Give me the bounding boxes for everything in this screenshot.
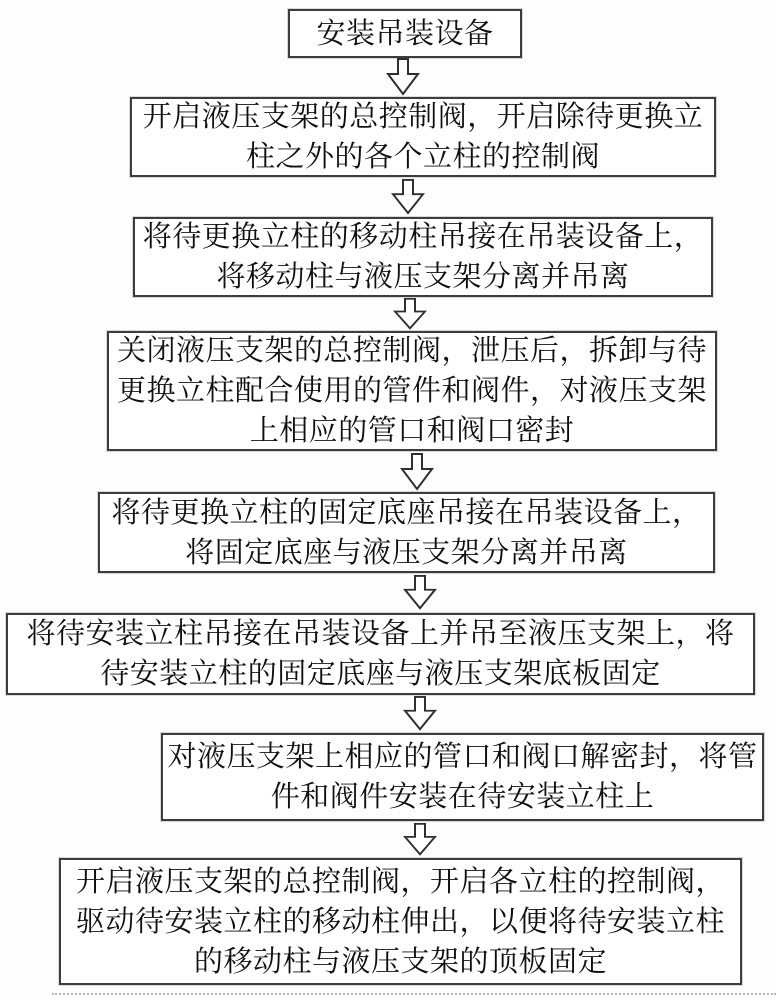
flow-step-8-text-line-1: 开启液压支架的总控制阀，开启各立柱的控制阀， bbox=[75, 865, 725, 898]
flow-step-2-box bbox=[130, 97, 716, 177]
flow-step-7-box bbox=[161, 733, 764, 821]
flow-step-2-text-line-2: 柱之外的各个立柱的控制阀 bbox=[245, 141, 600, 173]
flow-step-7-text-line-1: 对液压支架上相应的管口和阀口解密封，将管 bbox=[167, 741, 758, 773]
flow-step-6-box bbox=[6, 613, 755, 695]
flow-step-6-text-line-2: 待安装立柱的固定底座与液压支架底板固定 bbox=[100, 658, 661, 690]
down-arrow-icon bbox=[386, 58, 420, 96]
flow-step-1-box bbox=[288, 9, 522, 58]
flow-step-6-text-line-1: 将待安装立柱吊接在吊装设备上并吊至液压支架上，将 bbox=[26, 618, 735, 650]
flow-step-4-box bbox=[107, 331, 717, 451]
flow-step-4-text-line-1: 关闭液压支架的总控制阀，泄压后，拆卸与待 bbox=[116, 335, 707, 367]
flow-step-3-text-line-2: 将移动柱与液压支架分离并吊离 bbox=[216, 261, 630, 293]
flow-step-3-box bbox=[133, 217, 713, 297]
flow-step-8-text-line-2: 驱动待安装立柱的移动柱伸出，以便将待安装立柱 bbox=[75, 905, 725, 938]
down-arrow-icon bbox=[403, 575, 437, 610]
down-arrow-icon bbox=[400, 453, 434, 491]
flow-step-7-text-line-2: 件和阀件安装在待安装立柱上 bbox=[270, 781, 655, 813]
flow-step-5-text-line-1: 将待更换立柱的固定底座吊接在吊装设备上， bbox=[111, 496, 702, 529]
flow-step-8-box bbox=[59, 858, 742, 985]
flow-step-1-text: 安装吊装设备 bbox=[316, 17, 494, 50]
down-arrow-icon bbox=[393, 298, 427, 330]
flow-step-3-text-line-1: 将待更换立柱的移动柱吊接在吊装设备上， bbox=[142, 221, 704, 253]
down-arrow-icon bbox=[391, 179, 425, 215]
flow-step-4-text-line-3: 上相应的管口和阀口密封 bbox=[249, 415, 575, 447]
flow-step-5-box bbox=[98, 492, 715, 573]
down-arrow-icon bbox=[403, 696, 437, 731]
flow-step-4-text-line-2: 更换立柱配合使用的管件和阀件，对液压支架 bbox=[116, 375, 707, 407]
flow-step-5-text-line-2: 将固定底座与液压支架分离并吊离 bbox=[185, 536, 628, 569]
flow-step-8-text-line-3: 的移动柱与液压支架的顶板固定 bbox=[193, 945, 607, 978]
down-arrow-icon bbox=[403, 823, 437, 856]
flow-step-2-text-line-1: 开启液压支架的总控制阀，开启除待更换立 bbox=[142, 101, 704, 133]
scan-noise-line bbox=[52, 993, 776, 995]
